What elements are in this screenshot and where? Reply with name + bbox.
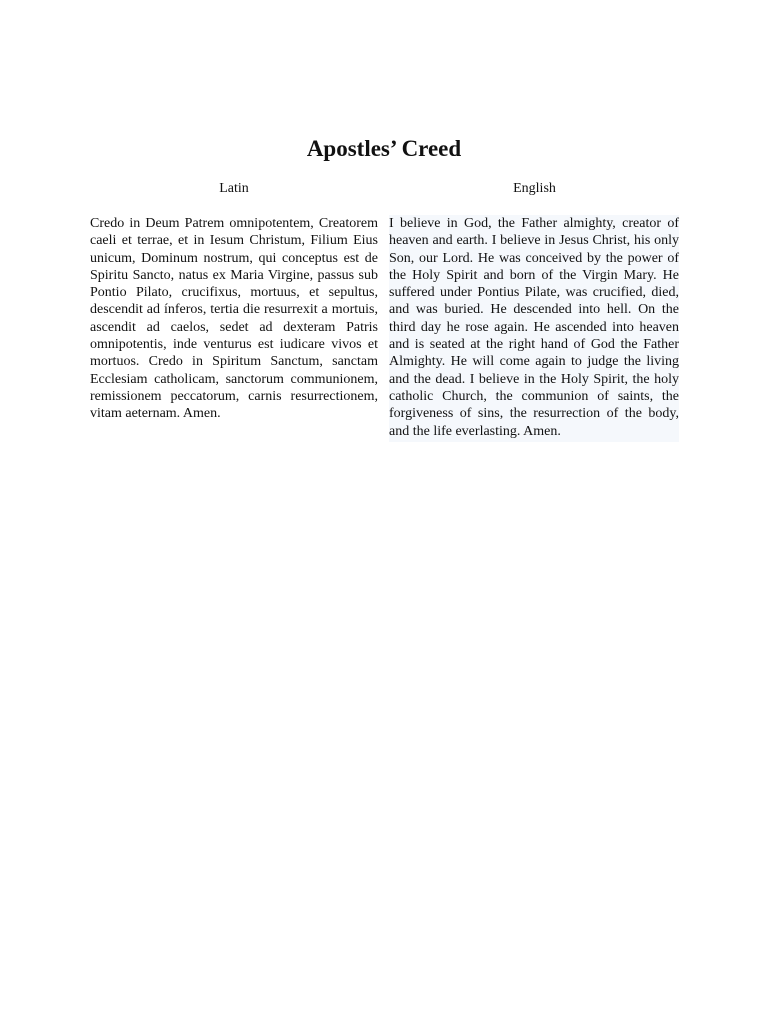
latin-column-heading: Latin xyxy=(219,181,249,196)
page-title: Apostles’ Creed xyxy=(306,136,462,161)
english-creed-text: I believe in God, the Father almighty, creator of heaven and earth. I believe in Jesus Christ, his only Son, our Lord. He was conceived by the power of the Holy Spirit and born of the Virgin Mary. He suffered under Pontius Pilate, was crucified, died, and was buried. He descended into hell. On the third day he rose again. He ascended into heaven and is seated at the right hand of God the Father Almighty. He will come again to judge the living and the dead. I believe in the Holy Spirit, the holy catholic Church, the communion of saints, the forgiveness of sins, the resurrection of the body, and the life everlasting. Amen. xyxy=(389,215,679,442)
latin-creed-text: Credo in Deum Patrem omnipotentem, Creatorem caeli et terrae, et in Iesum Christum, Filium Eius unicum, Dominum nostrum, qui conceptus est de Spiritu Sancto, natus ex Maria Virgine, passus sub Pontio Pilato, crucifixus, mortuus, et sepultus, descendit ad ínferos, tertia die resurrexit a mortuis, ascendit ad caelos, sedet ad dexteram Patris omnipotentis, inde venturus est iudicare vivos et mortuos. Credo in Spiritum Sanctum, sanctam Ecclesiam catholicam, sanctorum communionem, remissionem peccatorum, carnis resurrectionem, vitam aeternam. Amen. xyxy=(90,216,378,422)
english-column-heading: English xyxy=(513,181,556,196)
